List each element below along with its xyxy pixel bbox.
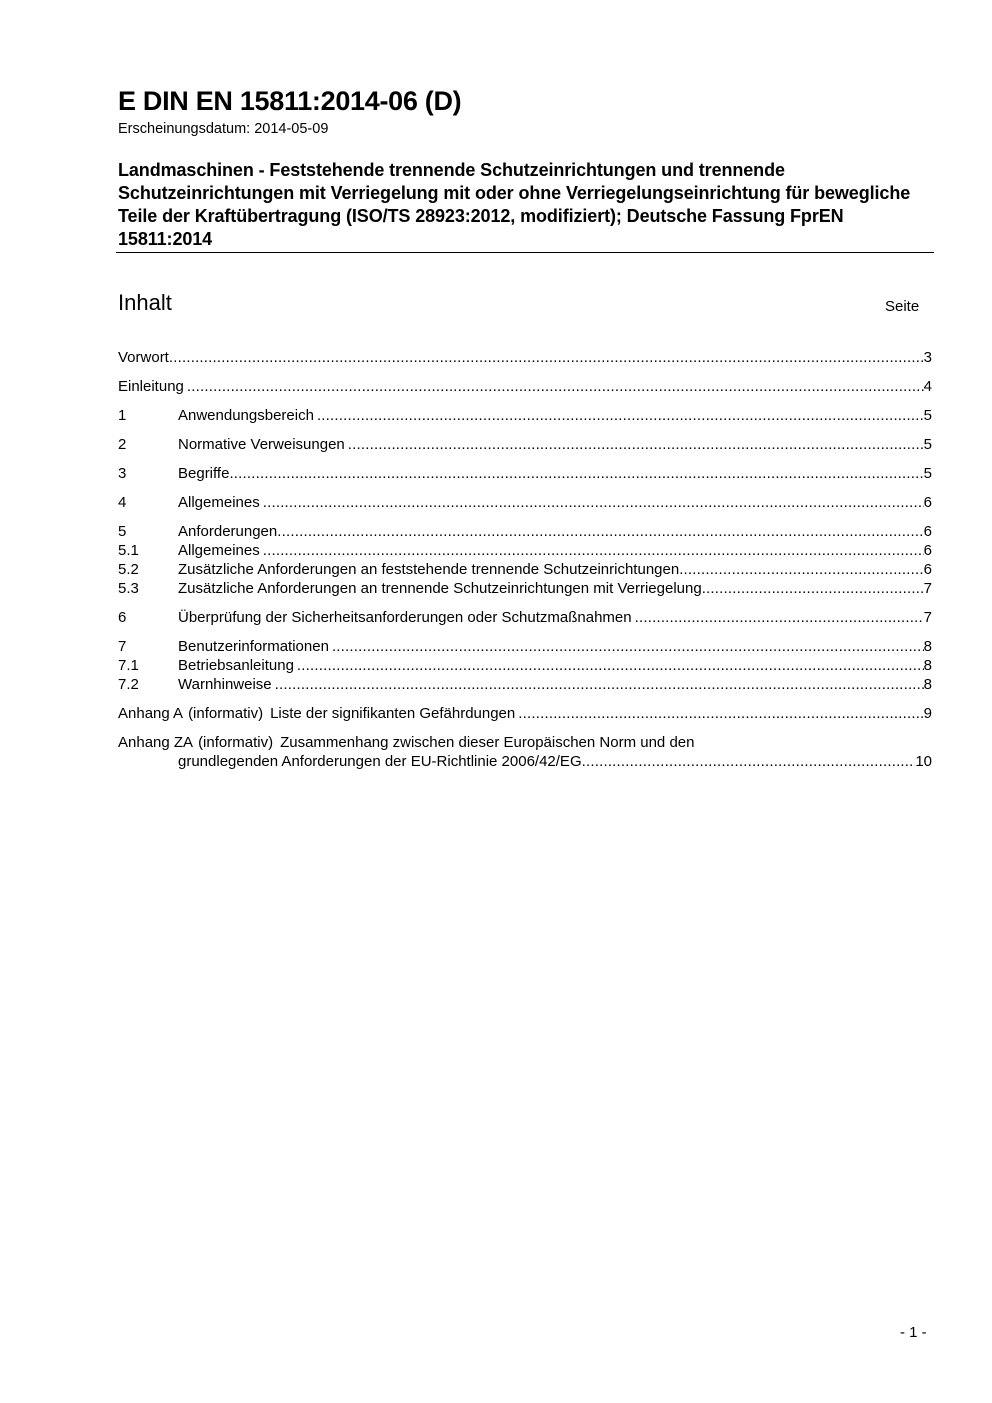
toc-entry-5[interactable] — [118, 522, 932, 541]
annex-za-line-1 — [118, 733, 932, 752]
toc-entry-number: 7.1 — [118, 657, 139, 674]
toc-entry-page: 3 — [923, 349, 932, 366]
toc-entry-number: 6 — [118, 609, 127, 626]
dot-leader — [263, 541, 924, 560]
toc-entry-7[interactable] — [118, 637, 932, 656]
toc-entry-title: Liste der signifikanten Gefährdungen — [270, 705, 516, 722]
dot-leader — [277, 522, 923, 541]
toc-entry-number: 2 — [118, 436, 127, 453]
toc-entry-6[interactable] — [118, 608, 932, 627]
toc-entry-page: 6 — [923, 561, 932, 578]
annex-za-line-2 — [118, 752, 932, 771]
toc-entry-number: 5.1 — [118, 542, 139, 559]
toc-entry-page: 6 — [923, 523, 932, 540]
toc-entry-title: Begriffe — [178, 465, 230, 482]
toc-entry-number: 4 — [118, 494, 127, 511]
toc-entry-annex-a[interactable] — [118, 704, 932, 723]
toc-entry-5-2[interactable] — [118, 560, 932, 579]
toc-entry-title: Betriebsanleitung — [178, 657, 294, 674]
dot-leader — [169, 348, 924, 367]
toc-entry-page: 7 — [923, 609, 932, 626]
toc-entry-page: 8 — [923, 657, 932, 674]
toc-entry-number: 1 — [118, 407, 127, 424]
toc-entry-1[interactable] — [118, 406, 932, 425]
toc-entry-page: 4 — [923, 378, 932, 395]
toc-entry-page: 6 — [923, 542, 932, 559]
toc-entry-title-continued: grundlegenden Anforderungen der EU-Richtlinie 2006/42/EG — [178, 753, 582, 770]
toc-entry-page: 6 — [923, 494, 932, 511]
dot-leader — [702, 579, 924, 598]
toc-entry-title: Vorwort — [118, 349, 169, 366]
dot-leader — [263, 493, 924, 512]
toc-entry-title: Einleitung — [118, 378, 184, 395]
toc-entry-page: 5 — [923, 407, 932, 424]
toc-entry-title: Anforderungen — [178, 523, 278, 540]
toc-entry-page: 5 — [923, 465, 932, 482]
table-of-contents — [118, 348, 932, 771]
toc-entry-4[interactable] — [118, 493, 932, 512]
toc-entry-title: Zusammenhang zwischen dieser Europäischen Norm und den — [280, 734, 695, 751]
toc-entry-page: 9 — [923, 705, 932, 722]
toc-entry-annex-za[interactable] — [118, 733, 932, 771]
dot-leader — [348, 435, 924, 454]
toc-page-column-label: Seite — [885, 298, 920, 315]
toc-entry-title: Allgemeines — [178, 542, 260, 559]
document-title: Landmaschinen - Feststehende trennende Schutzeinrichtungen und trennende Schutzeinrichtungen mit Verriegelung mit oder ohne Verriegelungseinrichtung für bewegliche Teile der Kraftübertragung (ISO/TS 28923:2012, modifiziert); Deutsche Fassung FprEN 15811:2014 — [118, 160, 911, 249]
dot-leader — [332, 637, 924, 656]
dot-leader — [582, 752, 916, 771]
toc-entry-3[interactable] — [118, 464, 932, 483]
title-divider — [116, 252, 934, 253]
toc-entry-title: Überprüfung der Sicherheitsanforderungen oder Schutzmaßnahmen — [178, 609, 632, 626]
toc-entry-number: 7 — [118, 638, 127, 655]
annex-note: (informativ) — [198, 734, 274, 751]
toc-entry-number: 3 — [118, 465, 127, 482]
dot-leader — [187, 377, 924, 396]
toc-entry-page: 5 — [923, 436, 932, 453]
toc-entry-title: Normative Verweisungen — [178, 436, 345, 453]
toc-entry-page: 8 — [923, 638, 932, 655]
toc-entry-title: Zusätzliche Anforderungen an trennende Schutzeinrichtungen mit Verriegelung — [178, 580, 702, 597]
toc-entry-page: 10 — [915, 753, 932, 770]
toc-entry-7-2[interactable] — [118, 675, 932, 694]
toc-entry-page: 7 — [923, 580, 932, 597]
document-id: E DIN EN 15811:2014-06 (D) — [118, 86, 462, 116]
toc-entry-number: 5.2 — [118, 561, 139, 578]
annex-label: Anhang A — [118, 705, 184, 722]
toc-entry-page: 8 — [923, 676, 932, 693]
toc-entry-title: Anwendungsbereich — [178, 407, 314, 424]
toc-entry-title: Warnhinweise — [178, 676, 272, 693]
dot-leader — [317, 406, 924, 425]
toc-entry-title: Allgemeines — [178, 494, 260, 511]
dot-leader — [679, 560, 923, 579]
dot-leader — [635, 608, 924, 627]
toc-entry-7-1[interactable] — [118, 656, 932, 675]
toc-entry-number: 5.3 — [118, 580, 139, 597]
toc-entry-2[interactable] — [118, 435, 932, 454]
toc-entry-title: Zusätzliche Anforderungen an feststehende trennende Schutzeinrichtungen — [178, 561, 680, 578]
toc-entry-number: 5 — [118, 523, 127, 540]
toc-entry-5-1[interactable] — [118, 541, 932, 560]
dot-leader — [297, 656, 924, 675]
toc-heading: Inhalt — [118, 290, 172, 315]
toc-entry-title: Benutzerinformationen — [178, 638, 329, 655]
dot-leader — [275, 675, 924, 694]
annex-label: Anhang ZA — [118, 734, 194, 751]
annex-note: (informativ) — [188, 705, 264, 722]
toc-entry-vorwort[interactable] — [118, 348, 932, 367]
dot-leader — [518, 704, 923, 723]
dot-leader — [229, 464, 923, 483]
toc-entry-number: 7.2 — [118, 676, 139, 693]
toc-entry-5-3[interactable] — [118, 579, 932, 598]
publication-date: Erscheinungsdatum: 2014-05-09 — [118, 121, 329, 137]
toc-entry-einleitung[interactable] — [118, 377, 932, 396]
page-number: - 1 - — [900, 1324, 927, 1341]
